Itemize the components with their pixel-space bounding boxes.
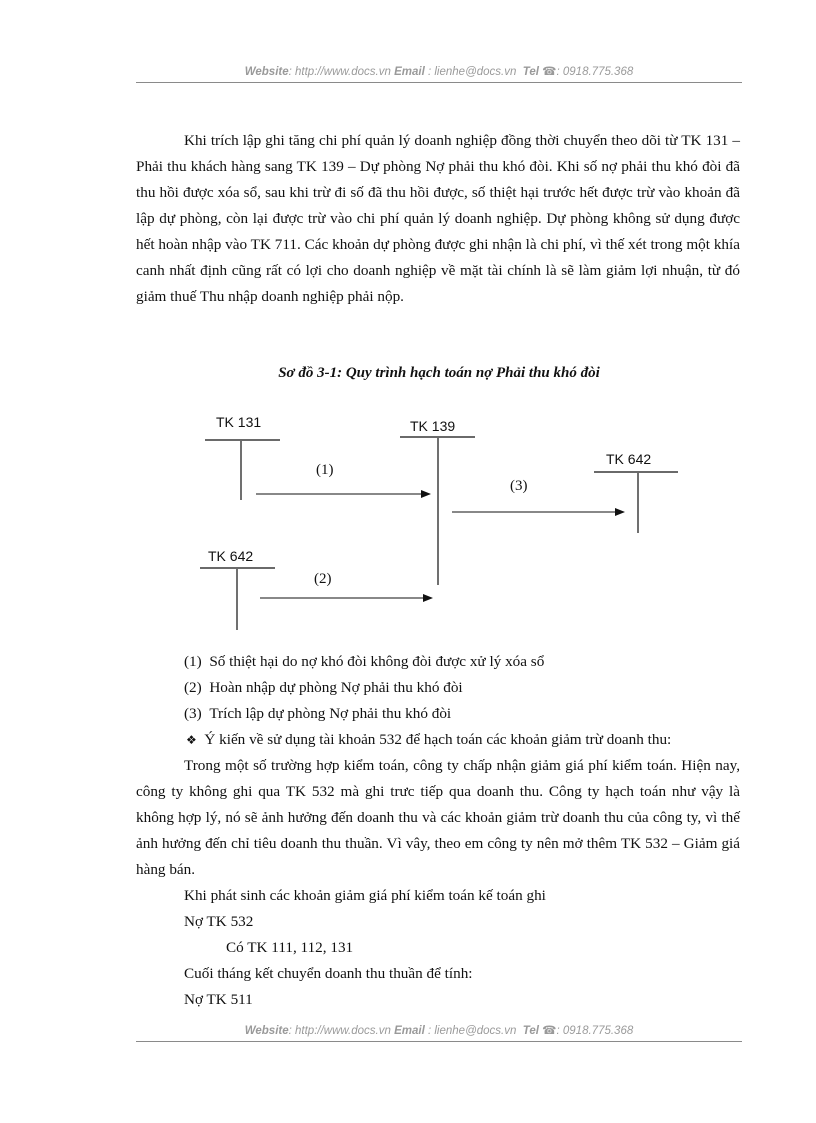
arrow-1-label: (1) — [316, 462, 334, 478]
diagram-caption: Sơ đồ 3-1: Quy trình hạch toán nợ Phải thu khó đòi — [278, 365, 600, 381]
tk642-right-label: TK 642 — [606, 451, 652, 467]
phone-icon: ☎ — [542, 1025, 557, 1037]
website-value: : http://www.docs.vn — [288, 1025, 391, 1037]
bullet-text: Ý kiến về sử dụng tài khoản 532 để hạch toán các khoản giảm trừ doanh thu: — [204, 731, 672, 748]
phone-icon: ☎ — [542, 66, 557, 78]
intro-paragraph: Khi trích lập ghi tăng chi phí quản lý doanh nghiệp đồng thời chuyển theo dõi từ TK 131 – Phải thu khách hàng sang TK 139 – Dự phòng Nợ phải thu khó đòi. Khi số nợ phải thu khó đòi đã thu hồi được xóa sổ, sau khi trừ đi số đã thu hồi được, số thiệt hại trước hết được trừ vào khoản đã lập dự phòng, còn lại được trừ vào chi phí quản lý doanh nghiệp. Dự phòng không sử dụng được hết hoàn nhập vào TK 711. Các khoản dự phòng được ghi nhận là chi phí, vì thế xét trong một khía canh nhất định cũng rất có lợi cho doanh nghiệp về mặt tài chính là sẽ làm giảm lợi nhuận, từ đó giảm thuế Thu nhập doanh nghiệp phải nộp. — [136, 132, 740, 305]
tel-label: Tel — [522, 1025, 539, 1037]
tk139-label: TK 139 — [410, 418, 456, 434]
bullet-opinion — [186, 727, 671, 753]
entry-line-4: Cuối tháng kết chuyển doanh thu thuần để tính: — [184, 965, 473, 982]
entry-line-2: Nợ TK 532 — [184, 913, 254, 930]
entry-line-5: Nợ TK 511 — [184, 991, 253, 1008]
tk642-left-label: TK 642 — [208, 548, 254, 564]
legend-num: (1) — [184, 653, 202, 670]
diamond-bullet-icon: ❖ — [186, 733, 197, 747]
arrow-3-label: (3) — [510, 478, 528, 494]
legend-item-3 — [184, 701, 451, 727]
legend-item-1 — [184, 649, 544, 675]
email-label: Email — [394, 66, 425, 78]
legend-num: (2) — [184, 679, 202, 696]
website-label: Website — [244, 66, 289, 78]
email-label: Email — [394, 1025, 425, 1037]
tel-label: Tel — [522, 66, 539, 78]
footer-rule — [136, 1041, 742, 1042]
website-value: : http://www.docs.vn — [288, 66, 391, 78]
legend-item-2 — [184, 675, 463, 701]
legend-text: Hoàn nhập dự phòng Nợ phải thu khó đòi — [209, 679, 463, 696]
legend-text: Trích lập dự phòng Nợ phải thu khó đòi — [209, 705, 452, 722]
tel-value: : 0918.775.368 — [556, 66, 634, 78]
arrow-2-label: (2) — [314, 571, 332, 587]
tk131-label: TK 131 — [216, 414, 262, 430]
website-label: Website — [244, 1025, 289, 1037]
legend-num: (3) — [184, 705, 202, 722]
email-value: : lienhe@docs.vn — [427, 66, 517, 78]
entry-line-1: Khi phát sinh các khoản giảm giá phí kiểm toán kế toán ghi — [184, 887, 546, 904]
tel-value: : 0918.775.368 — [556, 1025, 634, 1037]
page-footer — [136, 1023, 742, 1037]
opinion-paragraph: Trong một số trường hợp kiểm toán, công ty chấp nhận giảm giá phí kiểm toán. Hiện nay, công ty không ghi qua TK 532 mà ghi trưc tiếp qua doanh thu. Công ty hạch toán như vậy là không hợp lý, nó sẽ ảnh hưởng đến doanh thu và các khoản giảm trừ doanh thu của công ty, vì thế ảnh hưởng đến chỉ tiêu doanh thu thuần. Vì vây, theo em công ty nên mở thêm TK 532 – Giảm giá hàng bán. — [136, 757, 740, 878]
entry-line-3: Có TK 111, 112, 131 — [226, 939, 354, 956]
email-value: : lienhe@docs.vn — [427, 1025, 517, 1037]
legend-text: Số thiệt hại do nợ khó đòi không đòi được xử lý xóa sổ — [209, 653, 545, 670]
